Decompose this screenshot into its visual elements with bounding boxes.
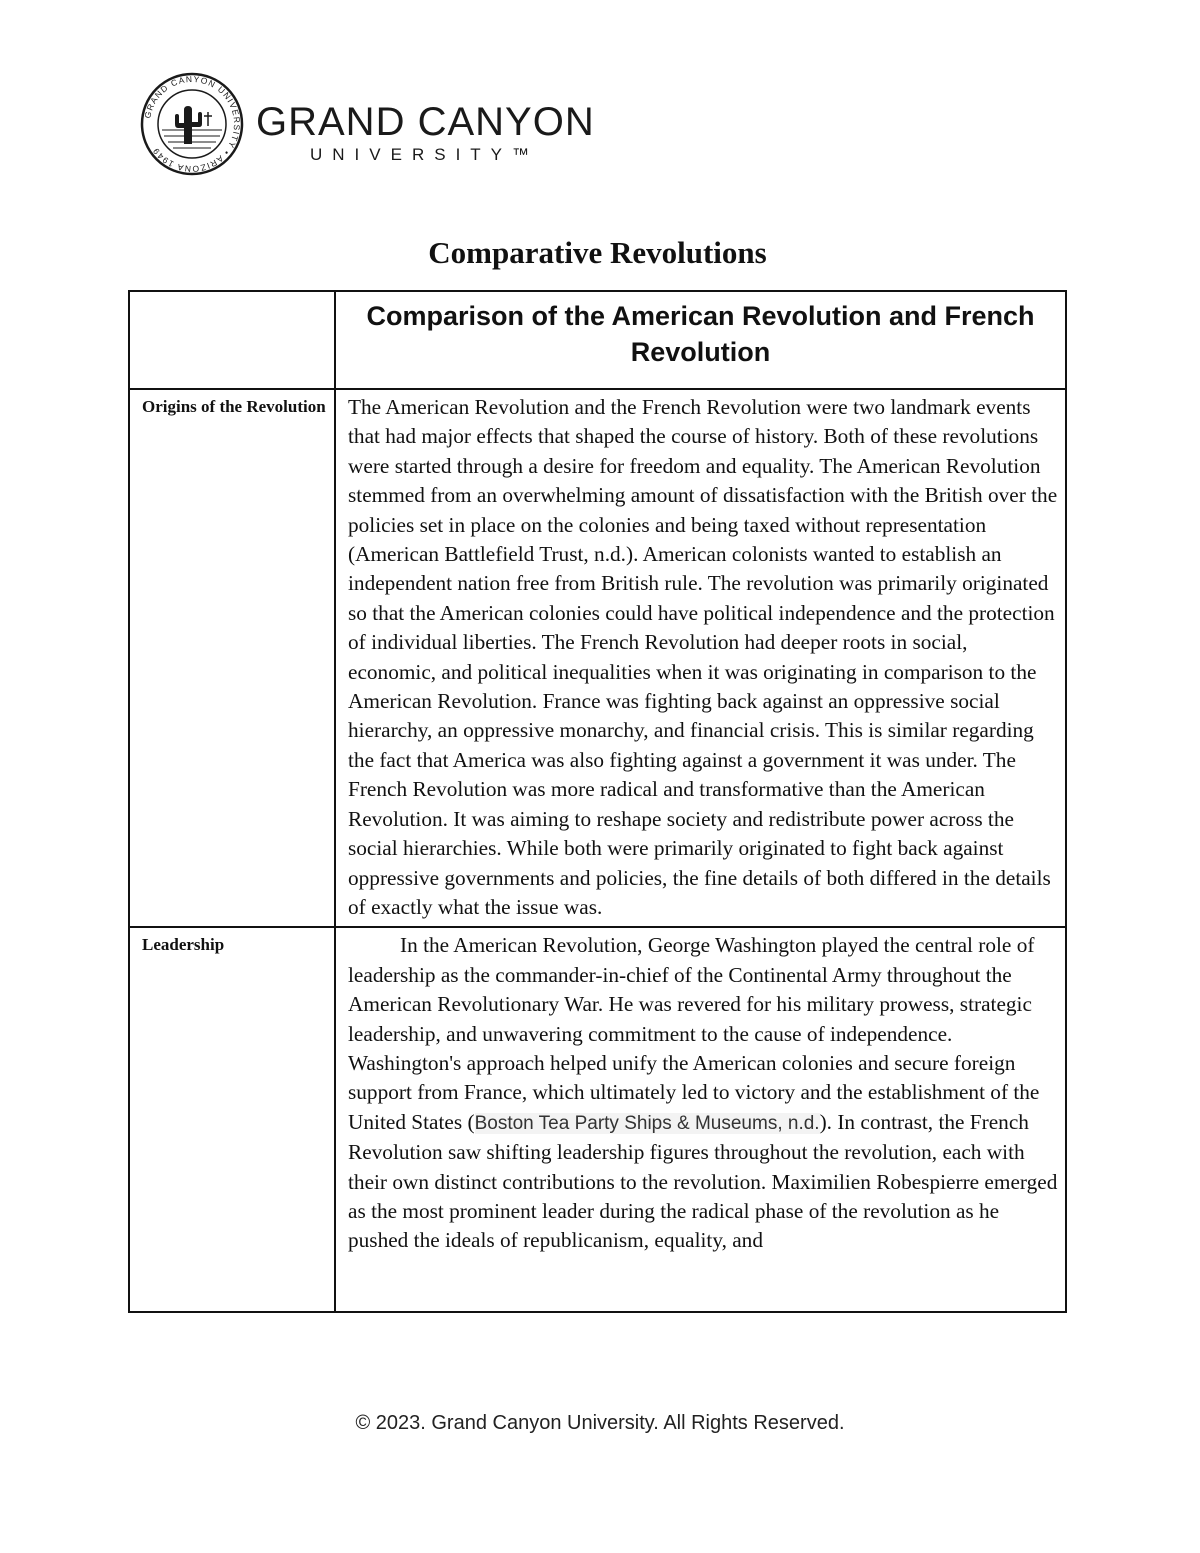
university-seal-icon bbox=[140, 72, 244, 176]
logo-name: GRAND CANYON bbox=[256, 100, 595, 144]
logo-subtitle: UNIVERSITY™ bbox=[310, 145, 540, 164]
table-row bbox=[129, 927, 1066, 1312]
leadership-citation: Boston Tea Party Ships & Museums, n.d. bbox=[474, 1112, 820, 1134]
comparison-table bbox=[128, 290, 1067, 1313]
row-label-leadership: Leadership bbox=[129, 927, 335, 1312]
leadership-text-end: ). In contrast, the French Revolution saw shifting leadership figures throughout the revolution, each with their own distinct contributions to the revolution. Maximilien Robespierre emerged as the most prominent leader during the radical phase of the revolution as he pushed the ideals of republicanism, equality, and bbox=[348, 1109, 1058, 1253]
gcu-logo bbox=[140, 72, 620, 176]
university-wordmark bbox=[256, 102, 595, 165]
table-header: Comparison of the American Revolution and French Revolution bbox=[335, 291, 1066, 389]
leadership-text-start: In the American Revolution, George Washington played the central role of leadership as the commander-in-chief of the Continental Army throughout the American Revolutionary War. He was revered for his military prowess, strategic leadership, and unwavering commitment to the cause of independence. Washington's approach helped unify the American colonies and secure foreign support from France, which ultimately led to victory and the establishment of the United States ( bbox=[348, 933, 1040, 1134]
table-header-row bbox=[129, 291, 1066, 389]
row-text-origins: The American Revolution and the French Revolution were two landmark events that had major effects that shaped the course of history. Both of these revolutions were started through a desire for freedom and equality. The American Revolution stemmed from an overwhelming amount of dissatisfaction with the British over the policies set in place on the colonies and being taxed without representation (American Battlefield Trust, n.d.). American colonists wanted to establish an independent nation free from British rule. The revolution was primarily originated so that the American colonies could have political independence and the protection of individual liberties. The French Revolution had deeper roots in social, economic, and political inequalities when it was originating in comparison to the American Revolution. France was fighting back against an oppressive social hierarchy, an oppressive monarchy, and financial crisis. This is similar regarding the fact that America was also fighting against a government it was under. The French Revolution was more radical and transformative than the American Revolution. It was aiming to reshape society and redistribute power across the social hierarchies. While both were primarily originated to fight back against oppressive governments and policies, the fine details of both differed in the details of exactly what the issue was. bbox=[335, 389, 1066, 927]
row-label-origins: Origins of the Revolution bbox=[129, 389, 335, 927]
header-empty-cell bbox=[129, 291, 335, 389]
row-text-leadership bbox=[335, 927, 1066, 1312]
table-row bbox=[129, 389, 1066, 927]
page-title: Comparative Revolutions bbox=[428, 235, 767, 270]
svg-text:GRAND CANYON UNIVERSITY • ARIZ: GRAND CANYON UNIVERSITY • ARIZONA 1949 bbox=[142, 73, 243, 175]
copyright-footer: © 2023. Grand Canyon University. All Rights Reserved. bbox=[355, 1412, 845, 1434]
